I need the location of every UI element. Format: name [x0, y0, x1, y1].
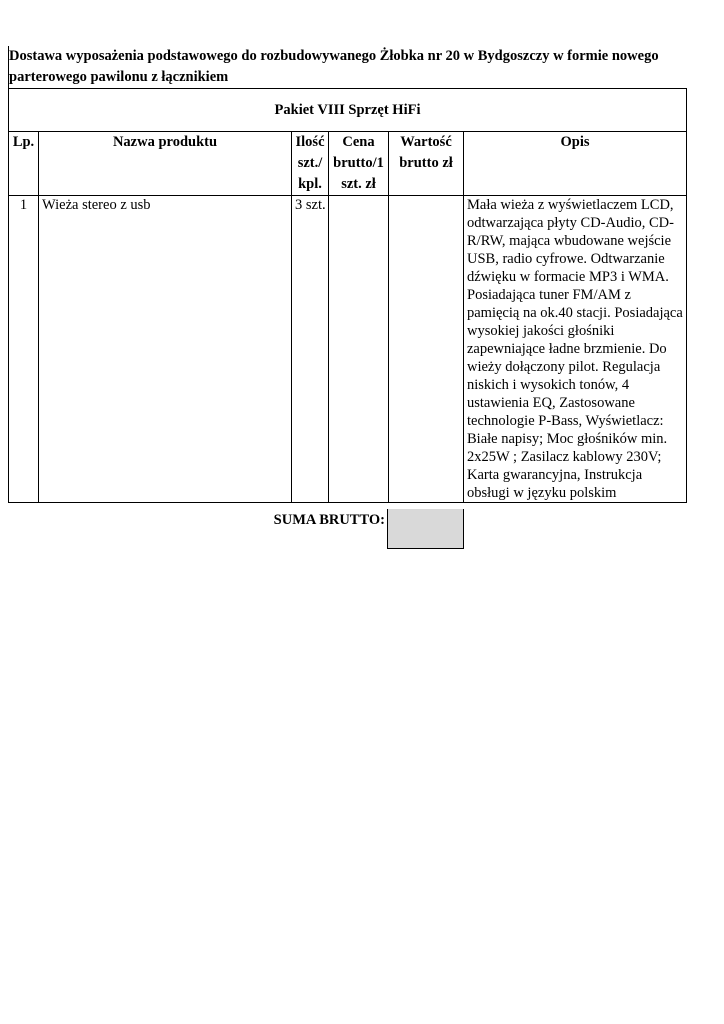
header-desc: Opis [464, 132, 687, 196]
table-header-row [9, 132, 687, 196]
header-price [329, 132, 389, 196]
header-value [389, 132, 464, 196]
header-price-line-3: szt. zł [341, 176, 376, 192]
header-qty-line-2: szt./ [297, 155, 323, 171]
header-qty [292, 132, 329, 196]
cell-unit-price[interactable] [329, 196, 389, 503]
document-title: Dostawa wyposażenia podstawowego do rozbudowywanego Żłobka nr 20 w Bydgoszczy w formie nowego parterowego pawilonu z łącznikiem [9, 48, 659, 85]
header-price-line-2: brutto/1 [333, 155, 384, 171]
sum-right-rule [463, 509, 464, 549]
cell-quantity: 3 szt. [292, 196, 329, 503]
cell-lp: 1 [9, 196, 39, 503]
header-qty-line-1: Ilość [295, 134, 325, 150]
product-table [8, 88, 687, 503]
header-price-line-1: Cena [342, 134, 375, 150]
header-value-line-1: Wartość [400, 134, 452, 150]
header-name: Nazwa produktu [39, 132, 292, 196]
cell-gross-value[interactable] [389, 196, 464, 503]
header-qty-line-3: kpl. [298, 176, 322, 192]
header-lp: Lp. [9, 132, 39, 196]
cell-description: Mała wieża z wyświetlaczem LCD, odtwarzająca płyty CD-Audio, CD-R/RW, mająca wbudowane wejście USB, radio cyfrowe. Odtwarzanie dźwięku w formacie MP3 i WMA. Posiadająca tuner FM/AM z pamięcią na ok.40 stacji. Posiadająca wysokiej jakości głośniki zapewniające ładne brzmienie. Do wieży dołączony pilot. Regulacja niskich i wysokich tonów, 4 ustawienia EQ, Zastosowane technologie P-Bass, Wyświetlacz: Białe napisy; Moc głośników min. 2x25W ; Zasilacz kablowy 230V; Karta gwarancyjna, Instrukcja obsługi w języku polskim [464, 196, 687, 503]
sum-label: SUMA BRUTTO: [273, 512, 385, 528]
cell-product-name: Wieża stereo z usb [39, 196, 292, 503]
header-value-line-2: brutto zł [399, 155, 453, 171]
sum-value-field[interactable] [387, 509, 464, 549]
table-row [9, 196, 687, 503]
package-title: Pakiet VIII Sprzęt HiFi [9, 89, 687, 132]
